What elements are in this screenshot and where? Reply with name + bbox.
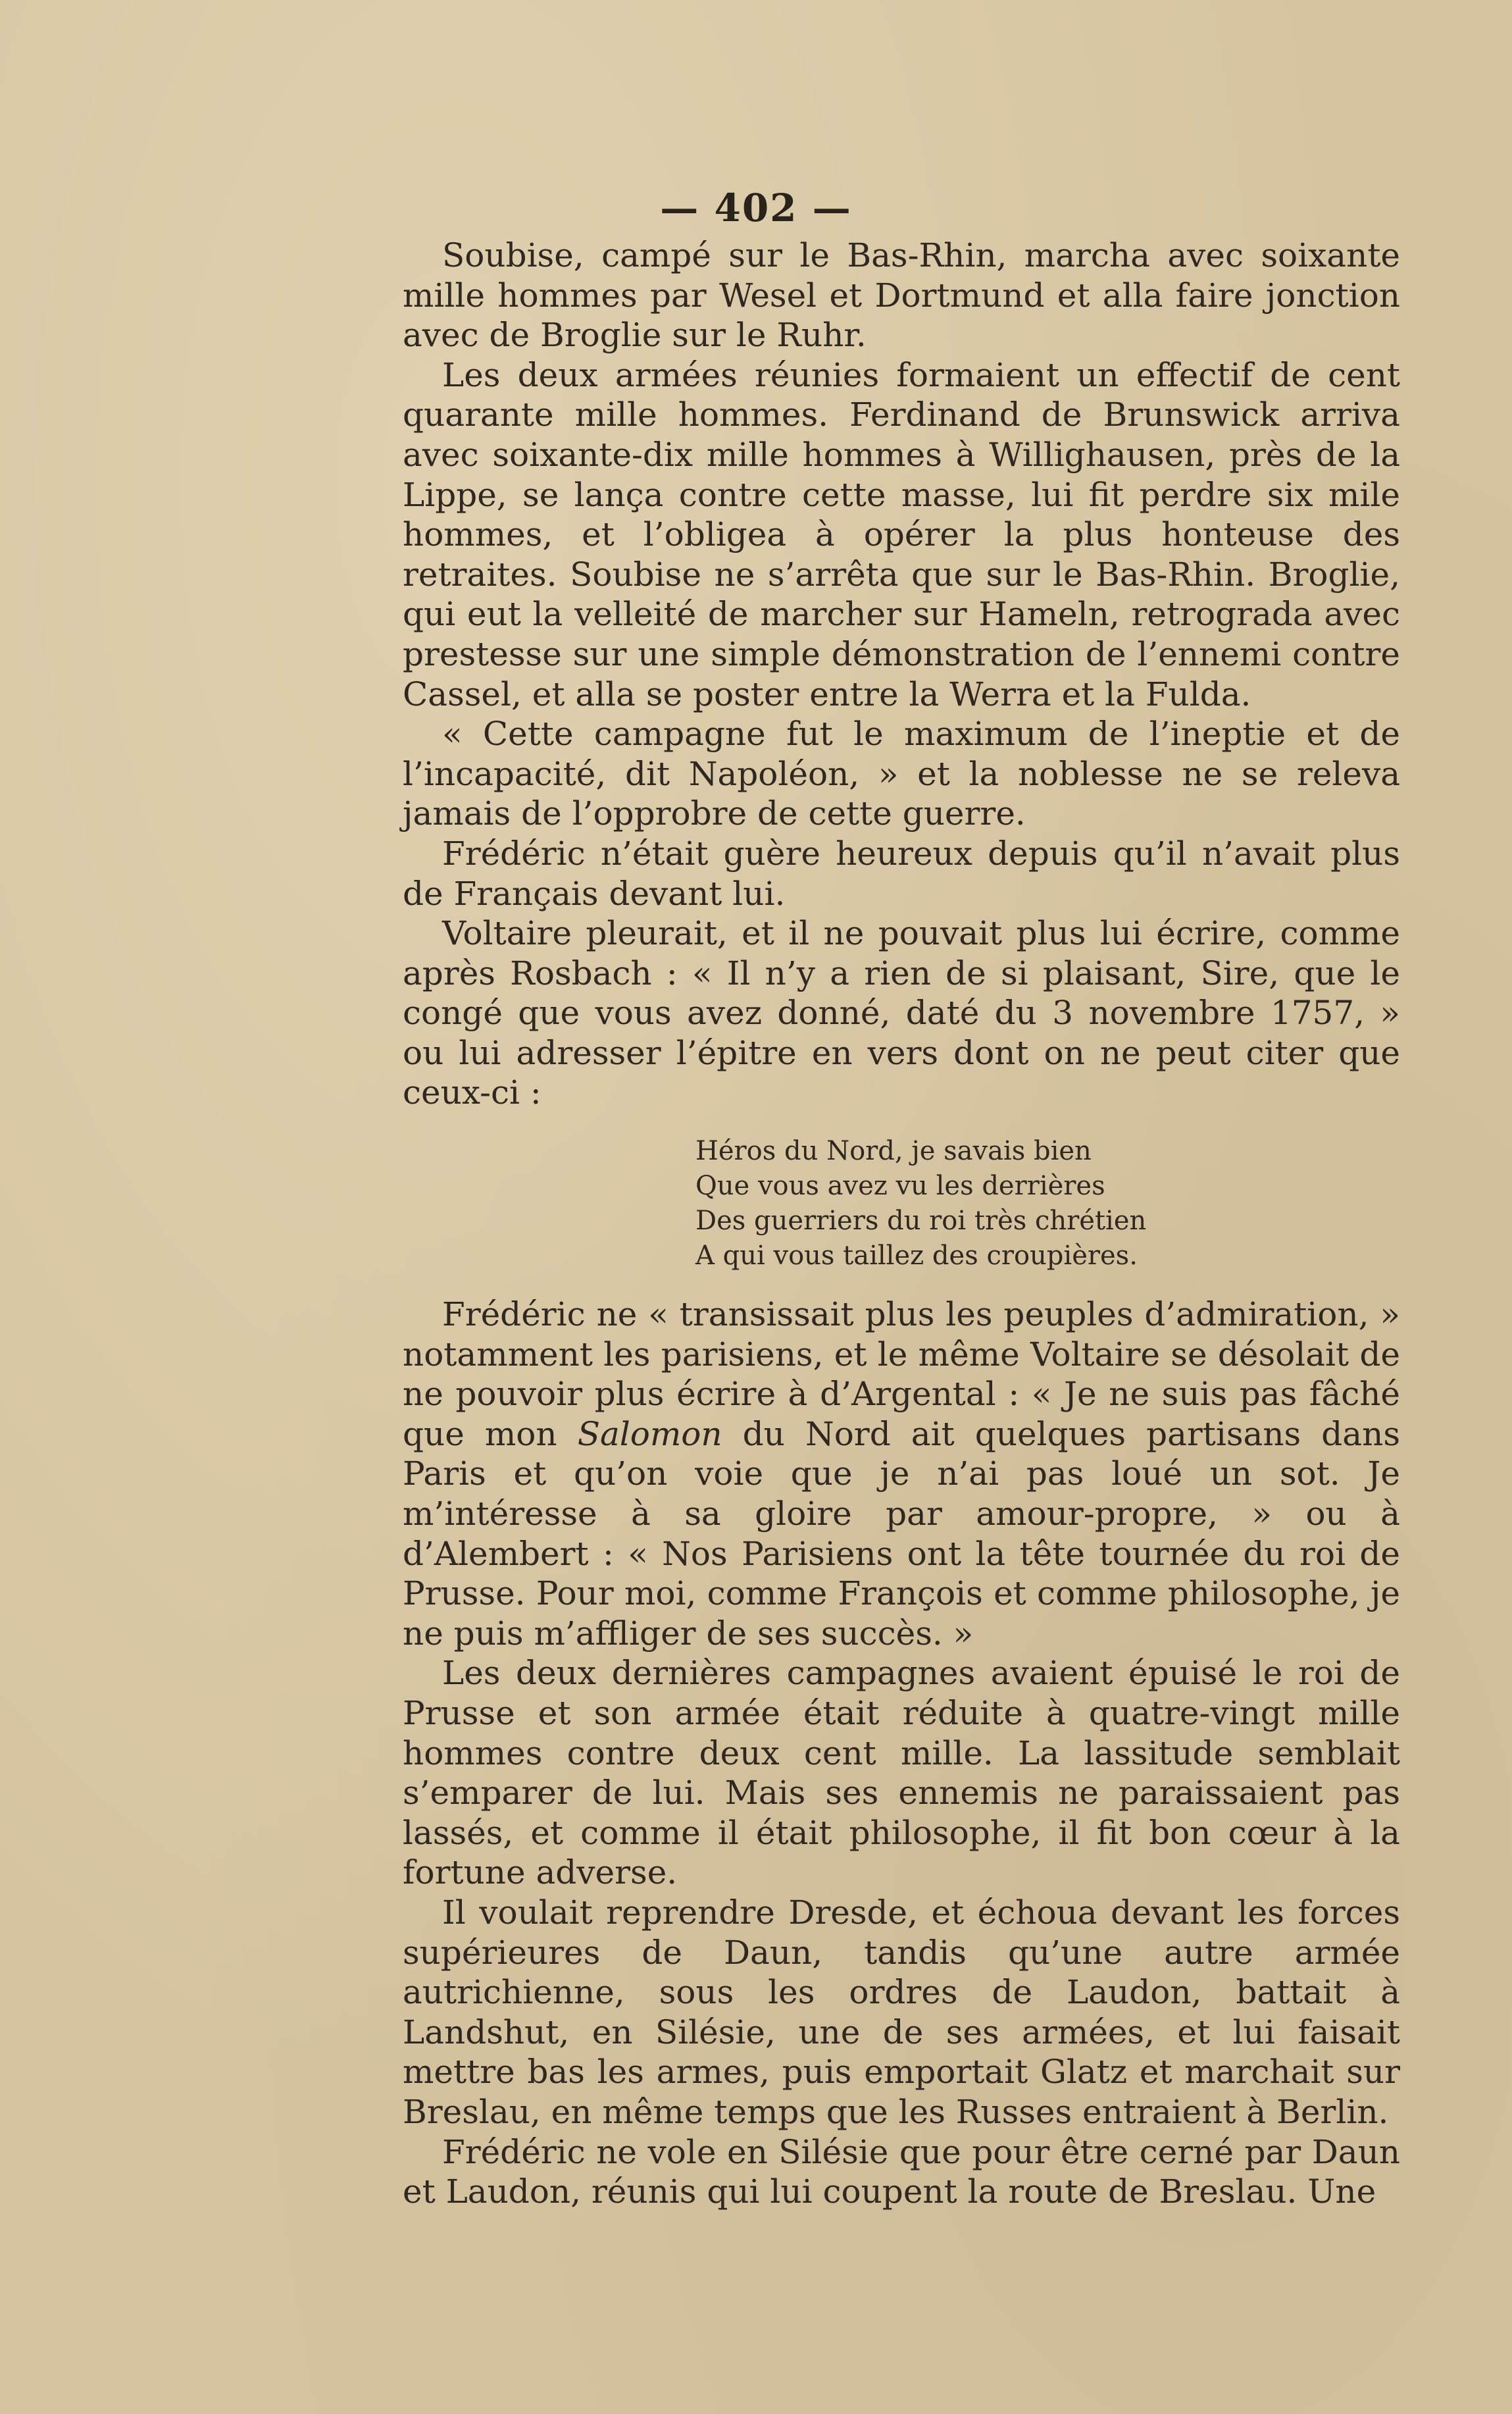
verse-line: Que vous avez vu les derrières <box>695 1171 1105 1202</box>
paragraph: Soubise, campé sur le Bas-Rhin, marcha avec soixante mille hommes par Wesel et Dortmund et alla faire jonction avec de Broglie sur le Ruhr. <box>403 236 1400 355</box>
paragraph-text: du Nord ait quelques partisans dans Paris et qu’on voie que je n’ai pas loué un sot. Je m’intéresse à sa gloire par amour-propre, » ou à d’Alembert : « Nos Parisiens ont la tête tournée du roi de Prusse. Pour moi, comme François et comme philosophe, je ne puis m’affliger de ses succès. » <box>403 1414 1400 1653</box>
verse-line: A qui vous taillez des croupières. <box>695 1241 1138 1271</box>
paragraph: Voltaire pleurait, et il ne pouvait plus lui écrire, comme après Rosbach : « Il n’y a rien de si plaisant, Sire, que le congé que vous avez donné, daté du 3 novembre 1757, » ou lui adresser l’épitre en vers dont on ne peut citer que ceux-ci : <box>403 914 1400 1112</box>
paragraph: Les deux dernières campagnes avaient épuisé le roi de Prusse et son armée était réduite à quatre-vingt mille hommes contre deux cent mille. La lassitude semblait s’emparer de lui. Mais ses ennemis ne paraissaient pas lassés, et comme il était philosophe, il fit bon cœur à la fortune adverse. <box>403 1654 1400 1892</box>
paragraph: Les deux armées réunies formaient un effectif de cent quarante mille hommes. Ferdinand de Brunswick arriva avec soixante-dix mille hommes à Willighausen, près de la Lippe, se lança contre cette masse, lui fit perdre six mile hommes, et l’obligea à opérer la plus honteuse des retraites. Soubise ne s’arrêta que sur le Bas-Rhin. Broglie, qui eut la velleité de marcher sur Hameln, retrograda avec prestesse sur une simple démonstration de l’ennemi contre Cassel, et alla se poster entre la Werra et la Fulda. <box>403 355 1400 713</box>
paragraph-text: Frédéric ne « transissait plus les peuples d’admiration, » notamment les parisiens, et le même Voltaire se désolait de ne pouvoir plus écrire à d’Argental : « Je ne suis pas fâché que mon <box>403 1295 1400 1453</box>
paragraph-salomon <box>403 1295 1400 1653</box>
verse-quote <box>695 1134 1400 1273</box>
verse-line: Des guerriers du roi très chrétien <box>695 1206 1147 1237</box>
paragraph: Frédéric n’était guère heureux depuis qu’il n’avait plus de Français devant lui. <box>403 834 1400 913</box>
verse-line: Héros du Nord, je savais bien <box>695 1136 1092 1167</box>
italic-word: Salomon <box>577 1414 722 1453</box>
paragraph: Il voulait reprendre Dresde, et échoua devant les forces supérieures de Daun, tandis qu’une autre armée autrichienne, sous les ordres de Laudon, battait à Landshut, en Silésie, une de ses armées, et lui faisait mettre bas les armes, puis emportait Glatz et marchait sur Breslau, en même temps que les Russes entraient à Berlin. <box>403 1893 1400 2131</box>
body-text <box>403 236 1400 2212</box>
paragraph: Frédéric ne vole en Silésie que pour être cerné par Daun et Laudon, réunis qui lui coupent la route de Breslau. Une <box>403 2132 1400 2211</box>
paragraph: « Cette campagne fut le maximum de l’ineptie et de l’incapacité, dit Napoléon, » et la noblesse ne se releva jamais de l’opprobre de cette guerre. <box>403 715 1400 833</box>
page-number: — 402 — <box>660 186 852 230</box>
